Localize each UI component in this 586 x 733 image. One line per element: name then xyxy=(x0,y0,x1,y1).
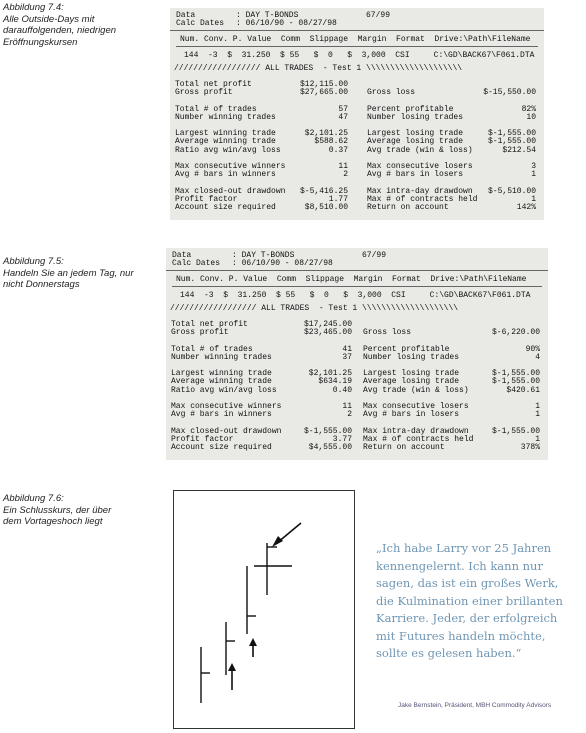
backtest-report-1 xyxy=(170,8,544,220)
stat-label: Number winning trades xyxy=(175,112,276,122)
stat-label: Largest losing trade xyxy=(363,369,460,379)
column-values: 144 -3 $ 31.250 $ 55 $ 0 $ 3,000 CSI C:\GD\BACK67\F061.DTA xyxy=(184,51,535,60)
caption-title: Abbildung 7.4: xyxy=(3,2,64,13)
stat-value: 37 xyxy=(342,352,352,362)
stat-label: Total # of trades xyxy=(171,344,253,354)
calc-dates-label: Calc Dates xyxy=(176,19,225,28)
stat-label: Max # of contracts held xyxy=(367,194,478,204)
stat-value: 1 xyxy=(531,194,536,204)
stat-value: 41 xyxy=(342,344,352,354)
stat-label: Total net profit xyxy=(175,80,252,89)
stat-label: Percent profitable xyxy=(367,104,454,114)
column-headers: Num. Conv. P. Value Comm Slippage Margin Format Drive:\Path\FileName xyxy=(180,35,531,44)
header-divider xyxy=(170,30,544,31)
stat-label: Max intra-day drawdown xyxy=(363,426,469,436)
stat-value: 142% xyxy=(516,203,536,212)
data-code: 67/99 xyxy=(366,11,391,20)
stat-label: Total net profit xyxy=(171,320,248,329)
up-arrow-icon xyxy=(249,638,257,657)
stat-value: $212.54 xyxy=(502,145,536,155)
quote-line: mit Futures handeln möchte, xyxy=(376,628,546,643)
stat-label: Profit factor xyxy=(175,194,238,204)
data-label: Data xyxy=(176,11,196,20)
stat-value: $-1,555.00 xyxy=(487,137,536,147)
column-divider xyxy=(172,286,542,287)
stat-value: $-1,555.00 xyxy=(491,377,540,387)
quote-line: Karriere. Jeder, der erfolgreich xyxy=(376,611,558,625)
stat-label: Average losing trade xyxy=(367,137,464,147)
up-arrow-icon xyxy=(228,663,236,690)
stat-value: $588.62 xyxy=(314,137,348,147)
stat-value: $27,665.00 xyxy=(299,88,348,98)
all-trades-banner: ////////////////// ALL TRADES - Test 1 \\\\\\\\\\\\\\\\\\\\ xyxy=(170,304,459,313)
caption-title: Abbildung 7.5: xyxy=(3,256,64,267)
stat-label: Average winning trade xyxy=(175,137,276,147)
data-value: : DAY T-BONDS xyxy=(232,251,295,260)
stat-label: Max consecutive winners xyxy=(171,402,282,411)
quote-author: Jake Bernstein, Präsident, MBH Commodity Advisors xyxy=(398,702,552,709)
stat-value: $-1,555.00 xyxy=(491,369,540,379)
stat-value: $-6,220.00 xyxy=(491,328,540,338)
stat-label: Avg trade (win & loss) xyxy=(367,145,473,155)
data-value: : DAY T-BONDS xyxy=(236,11,299,20)
calc-dates-value: : 06/10/90 - 08/27/98 xyxy=(236,19,337,28)
stat-label: Average losing trade xyxy=(363,377,460,387)
stat-label: Max closed-out drawdown xyxy=(175,186,286,196)
caption-line: Eröffnungskursen xyxy=(3,36,78,48)
stat-value: 1 xyxy=(535,402,540,411)
stat-value: $-1,555.00 xyxy=(491,426,540,436)
stat-value: $2,101.25 xyxy=(304,129,348,139)
stat-label: Max consecutive losers xyxy=(363,402,469,411)
quote-line: die Kulmination einer brillanten xyxy=(376,593,563,608)
stat-label: Max consecutive losers xyxy=(367,162,473,171)
column-divider xyxy=(176,46,538,47)
caption-line: nicht Donnerstags xyxy=(3,279,80,290)
stat-value: 47 xyxy=(338,112,348,122)
stat-label: Ratio avg win/avg loss xyxy=(175,145,281,155)
stat-label: Total # of trades xyxy=(175,104,257,114)
stat-value: $-1,555.00 xyxy=(487,129,536,139)
stat-label: Largest losing trade xyxy=(367,129,464,139)
all-trades-banner: ////////////////// ALL TRADES - Test 1 \\\\\\\\\\\\\\\\\\\\ xyxy=(174,64,463,73)
stat-value: 0.40 xyxy=(332,385,352,395)
stat-value: 2 xyxy=(347,410,352,420)
stat-value: $-15,550.00 xyxy=(483,88,536,98)
stat-label: Largest winning trade xyxy=(175,129,276,139)
stat-label: Ratio avg win/avg loss xyxy=(171,385,277,395)
caption-line: Ein Schlusskurs, der über xyxy=(3,504,112,516)
stat-value: 1 xyxy=(531,170,536,180)
stat-label: Avg # bars in losers xyxy=(363,410,460,420)
stat-label: Percent profitable xyxy=(363,344,450,354)
stat-value: $12,115.00 xyxy=(299,80,348,89)
stat-value: $8,510.00 xyxy=(304,203,348,212)
stat-value: 2 xyxy=(343,170,348,180)
stat-label: Account size required xyxy=(171,443,272,452)
testimonial-quote xyxy=(376,540,581,663)
stat-label: Max consecutive winners xyxy=(175,162,286,171)
caption-line: Handeln Sie an jedem Tag, nur xyxy=(3,267,134,279)
stat-value: 1 xyxy=(535,410,540,420)
calc-dates-value: : 06/10/90 - 08/27/98 xyxy=(232,259,333,268)
stat-value: 0.37 xyxy=(328,145,348,155)
quote-line: kennengelernt. Ich kann nur xyxy=(376,558,543,573)
stat-value: 57 xyxy=(338,104,348,114)
quote-line: sollte es gelesen haben.“ xyxy=(376,646,522,660)
pointer-arrow-icon xyxy=(272,523,301,547)
stat-value: 3 xyxy=(531,162,536,171)
stat-label: Gross loss xyxy=(367,88,416,98)
stat-value: 11 xyxy=(338,162,348,171)
stat-label: Number winning trades xyxy=(171,352,272,362)
stat-value: 4 xyxy=(535,352,540,362)
stat-value: $17,245.00 xyxy=(303,320,352,329)
caption-figure-7-6 xyxy=(3,493,111,528)
column-headers: Num. Conv. P. Value Comm Slippage Margin Format Drive:\Path\FileName xyxy=(176,275,527,284)
stat-value: $2,101.25 xyxy=(308,369,352,379)
stat-label: Avg # bars in winners xyxy=(171,410,272,420)
stat-value: 1.77 xyxy=(328,194,348,204)
stat-label: Return on account xyxy=(363,443,445,452)
stat-label: Gross profit xyxy=(171,328,229,338)
stat-label: Average winning trade xyxy=(171,377,272,387)
stat-label: Number losing trades xyxy=(363,352,460,362)
stat-value: $-5,416.25 xyxy=(299,186,348,196)
caption-line: darauffolgenden, niedrigen xyxy=(3,25,117,36)
stat-value: $634.19 xyxy=(318,377,352,387)
stat-label: Avg # bars in winners xyxy=(175,170,276,180)
stat-value: $4,555.00 xyxy=(308,443,352,452)
stat-label: Account size required xyxy=(175,203,276,212)
stat-label: Profit factor xyxy=(171,434,234,444)
price-bar-chart xyxy=(174,491,354,728)
stat-label: Gross loss xyxy=(363,328,412,338)
stat-value: $-5,510.00 xyxy=(487,186,536,196)
stat-value: 1 xyxy=(535,434,540,444)
stat-label: Max # of contracts held xyxy=(363,434,474,444)
caption-line: dem Vortageshoch liegt xyxy=(3,516,103,527)
backtest-report-2 xyxy=(166,248,548,460)
quote-line: sagen, das ist ein großes Werk, xyxy=(376,576,559,590)
data-label: Data xyxy=(172,251,192,260)
stat-value: 10 xyxy=(526,112,536,122)
stat-label: Avg trade (win & loss) xyxy=(363,385,469,395)
stat-label: Number losing trades xyxy=(367,112,464,122)
stat-value: $23,465.00 xyxy=(303,328,352,338)
stat-value: 82% xyxy=(521,104,536,114)
stat-value: $-1,555.00 xyxy=(303,426,352,436)
quote-line: „Ich habe Larry vor 25 Jahren xyxy=(376,541,552,555)
stat-value: 378% xyxy=(520,443,540,452)
stat-label: Max closed-out drawdown xyxy=(171,426,282,436)
stat-value: $420.61 xyxy=(506,385,540,395)
caption-figure-7-4 xyxy=(3,2,116,48)
column-values: 144 -3 $ 31.250 $ 55 $ 0 $ 3,000 CSI C:\GD\BACK67\F061.DTA xyxy=(180,291,531,300)
caption-title: Abbildung 7.6: xyxy=(3,493,64,504)
caption-line: Alle Outside-Days mit xyxy=(3,13,95,25)
calc-dates-label: Calc Dates xyxy=(172,259,221,268)
stat-value: 11 xyxy=(342,402,352,411)
header-divider xyxy=(166,270,548,271)
stat-value: 3.77 xyxy=(332,434,352,444)
stat-label: Return on account xyxy=(367,203,449,212)
stat-value: 90% xyxy=(525,344,540,354)
stat-label: Largest winning trade xyxy=(171,369,272,379)
stat-label: Max intra-day drawdown xyxy=(367,186,473,196)
stat-label: Gross profit xyxy=(175,88,233,98)
caption-figure-7-5 xyxy=(3,256,134,291)
data-code: 67/99 xyxy=(362,251,387,260)
stat-label: Avg # bars in losers xyxy=(367,170,464,180)
bar-chart-figure xyxy=(173,490,355,729)
